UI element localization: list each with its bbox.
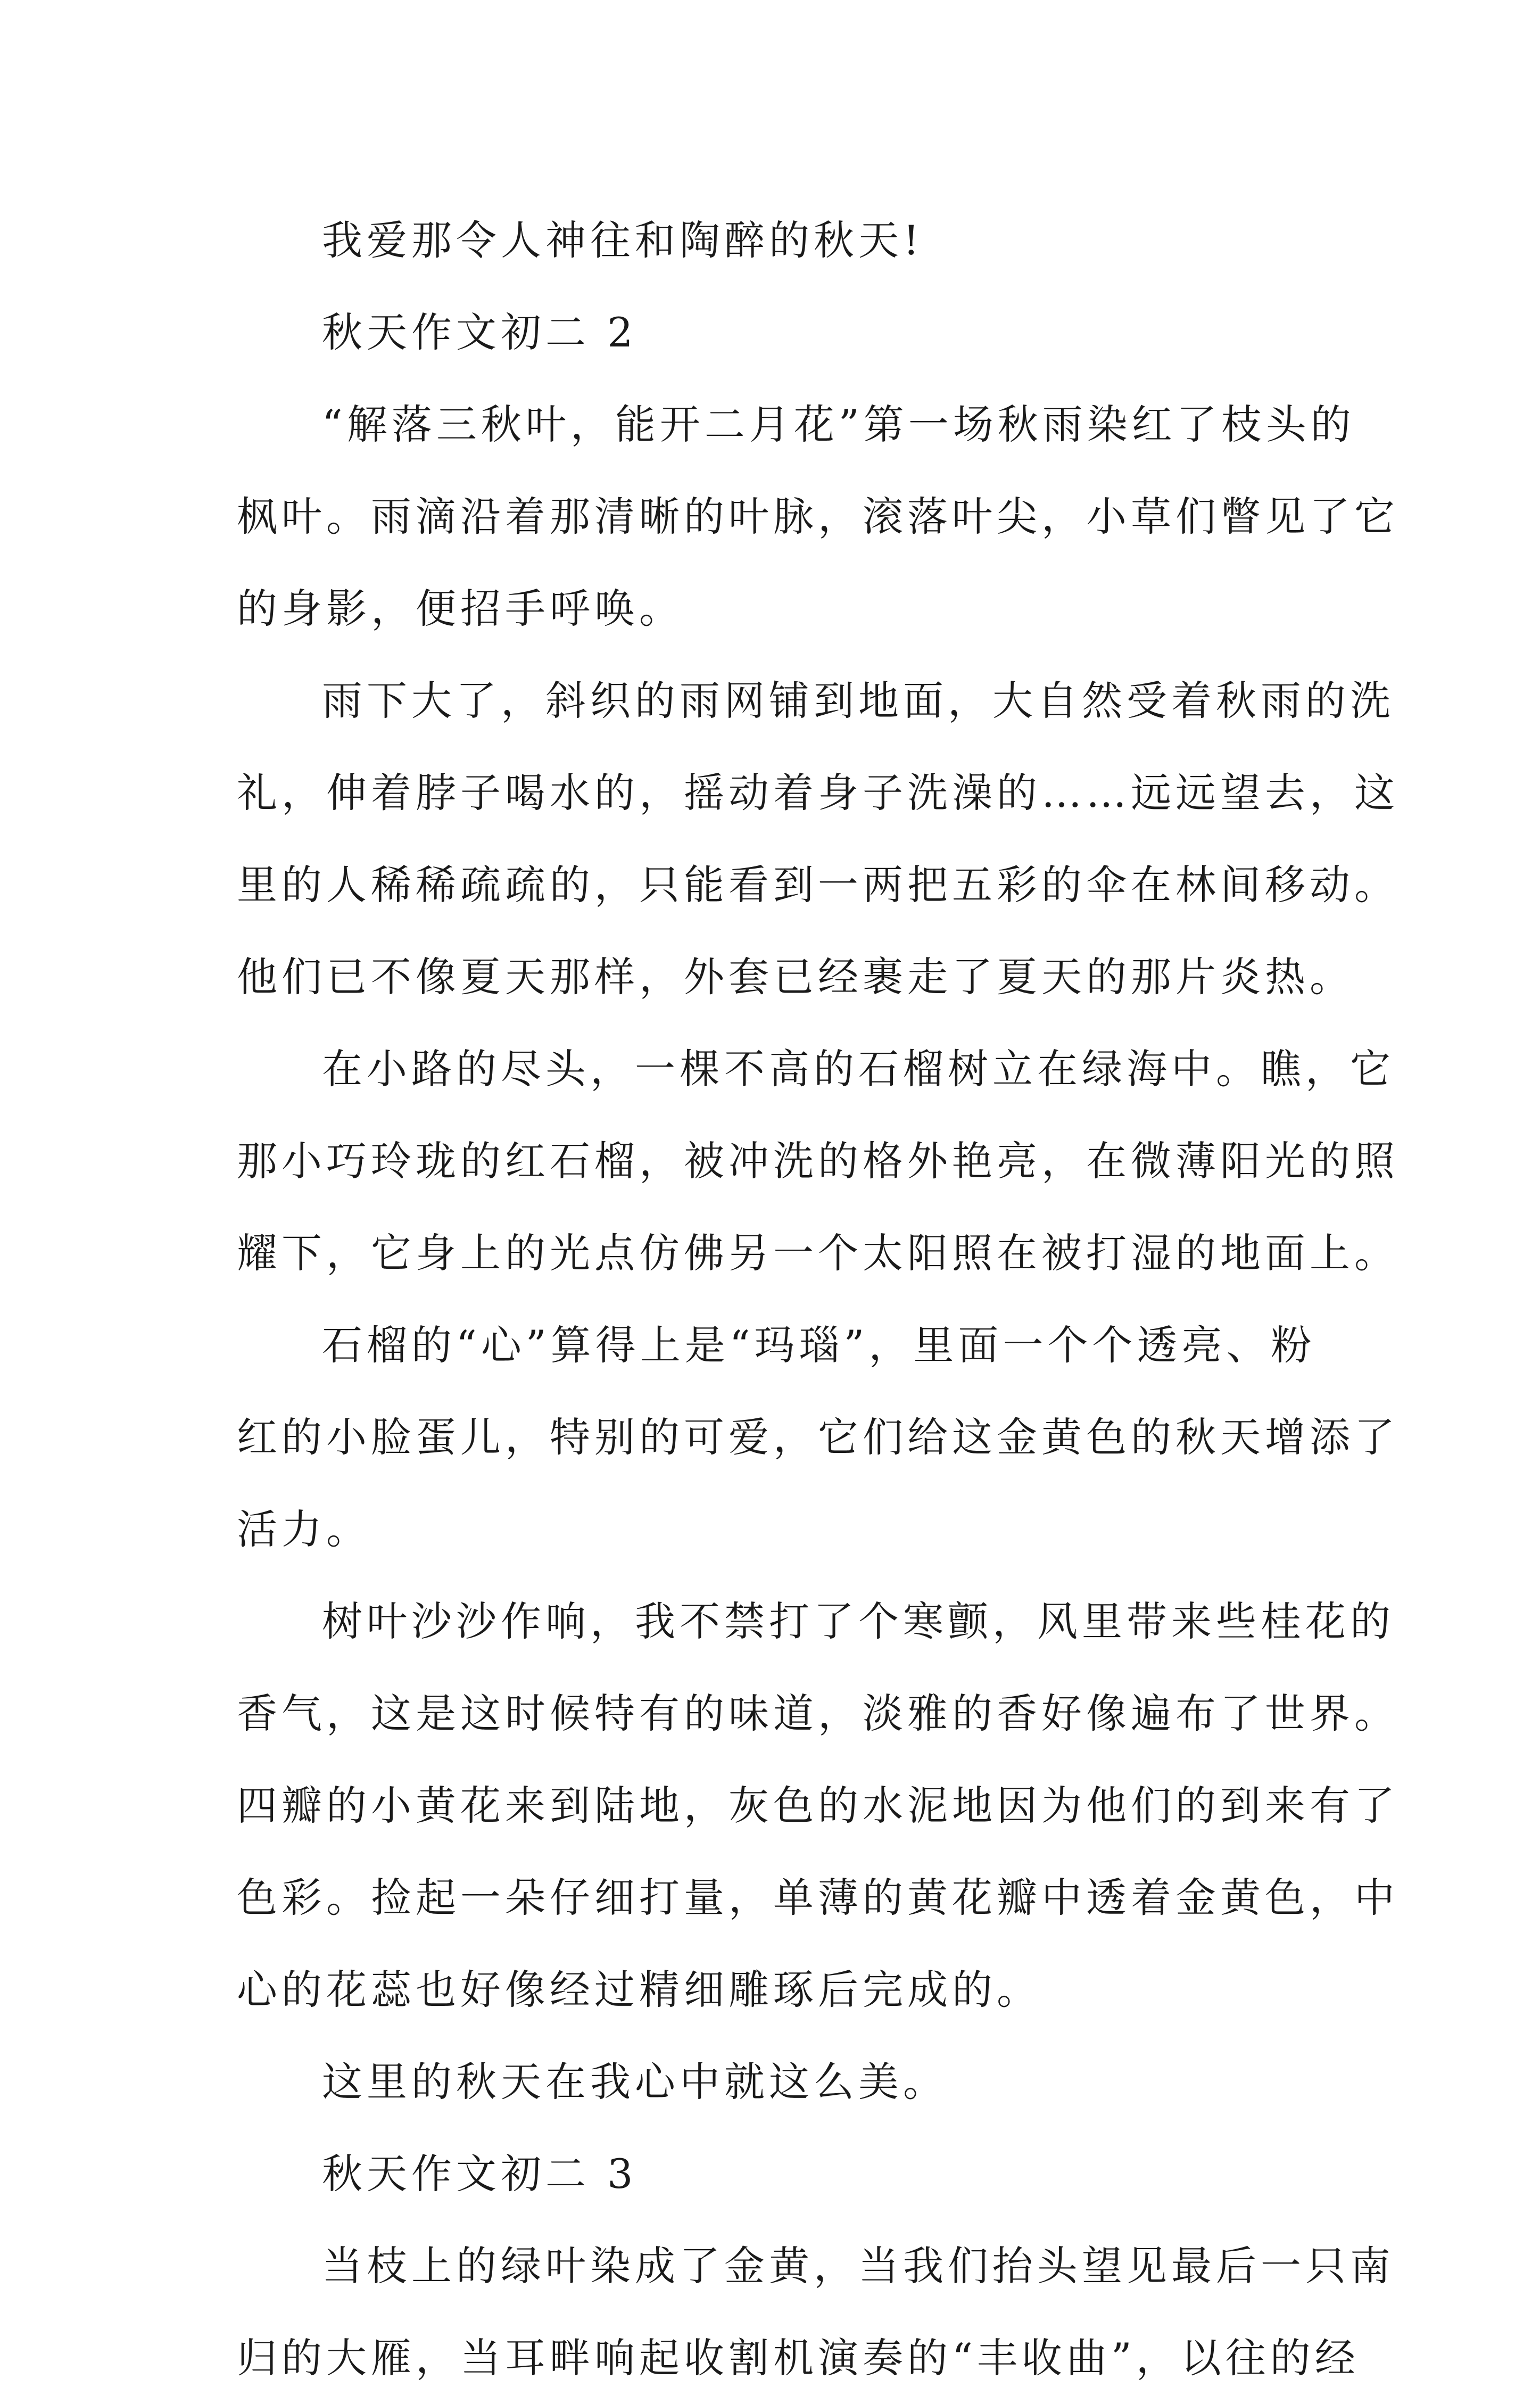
- text-line: 的身影，便招手呼唤。: [237, 585, 684, 632]
- text-line: “解落三秋叶，能开二月花”第一场秋雨染红了枝头的: [322, 401, 1355, 448]
- text-line: 心的花蕊也好像经过精细雕琢后完成的。: [237, 1966, 1041, 2013]
- text-line: 香气，这是这时候特有的味道，淡雅的香好像遍布了世界。: [237, 1690, 1399, 1737]
- text-line: 礼，伸着脖子喝水的，摇动着身子洗澡的……远远望去，这: [237, 769, 1399, 816]
- text-line: 他们已不像夏天那样，外套已经裹走了夏天的那片炎热。: [237, 953, 1354, 1001]
- text-line: 我爱那令人神往和陶醉的秋天!: [322, 217, 924, 264]
- text-line: 树叶沙沙作响，我不禁打了个寒颤，风里带来些桂花的: [322, 1598, 1395, 1645]
- text-line: 这里的秋天在我心中就这么美。: [322, 2058, 948, 2105]
- text-line: 归的大雁，当耳畔响起收割机演奏的“丰收曲”，以往的经: [237, 2334, 1360, 2382]
- text-line: 里的人稀稀疏疏的，只能看到一两把五彩的伞在林间移动。: [237, 861, 1399, 908]
- text-line: 秋天作文初二 3: [322, 2150, 637, 2198]
- text-line: 四瓣的小黄花来到陆地，灰色的水泥地因为他们的到来有了: [237, 1782, 1399, 1829]
- document-text-body: [237, 194, 1399, 2404]
- text-line: 石榴的“心”算得上是“玛瑙”，里面一个个透亮、粉: [322, 1321, 1316, 1369]
- text-line: 耀下，它身上的光点仿佛另一个太阳照在被打湿的地面上。: [237, 1229, 1399, 1277]
- text-line: 雨下大了，斜织的雨网铺到地面，大自然受着秋雨的洗: [322, 677, 1395, 724]
- text-line: 活力。: [237, 1506, 371, 1553]
- text-line: 那小巧玲珑的红石榴，被冲洗的格外艳亮，在微薄阳光的照: [237, 1137, 1399, 1185]
- text-line: 在小路的尽头，一棵不高的石榴树立在绿海中。瞧，它: [322, 1045, 1395, 1093]
- text-line: 当枝上的绿叶染成了金黄，当我们抬头望见最后一只南: [322, 2242, 1395, 2290]
- text-line: 秋天作文初二 2: [322, 309, 637, 356]
- text-line: 色彩。捡起一朵仔细打量，单薄的黄花瓣中透着金黄色，中: [237, 1874, 1399, 1921]
- text-line: 红的小脸蛋儿，特别的可爱，它们给这金黄色的秋天增添了: [237, 1414, 1399, 1461]
- text-line: 枫叶。雨滴沿着那清晰的叶脉，滚落叶尖，小草们瞥见了它: [237, 493, 1399, 540]
